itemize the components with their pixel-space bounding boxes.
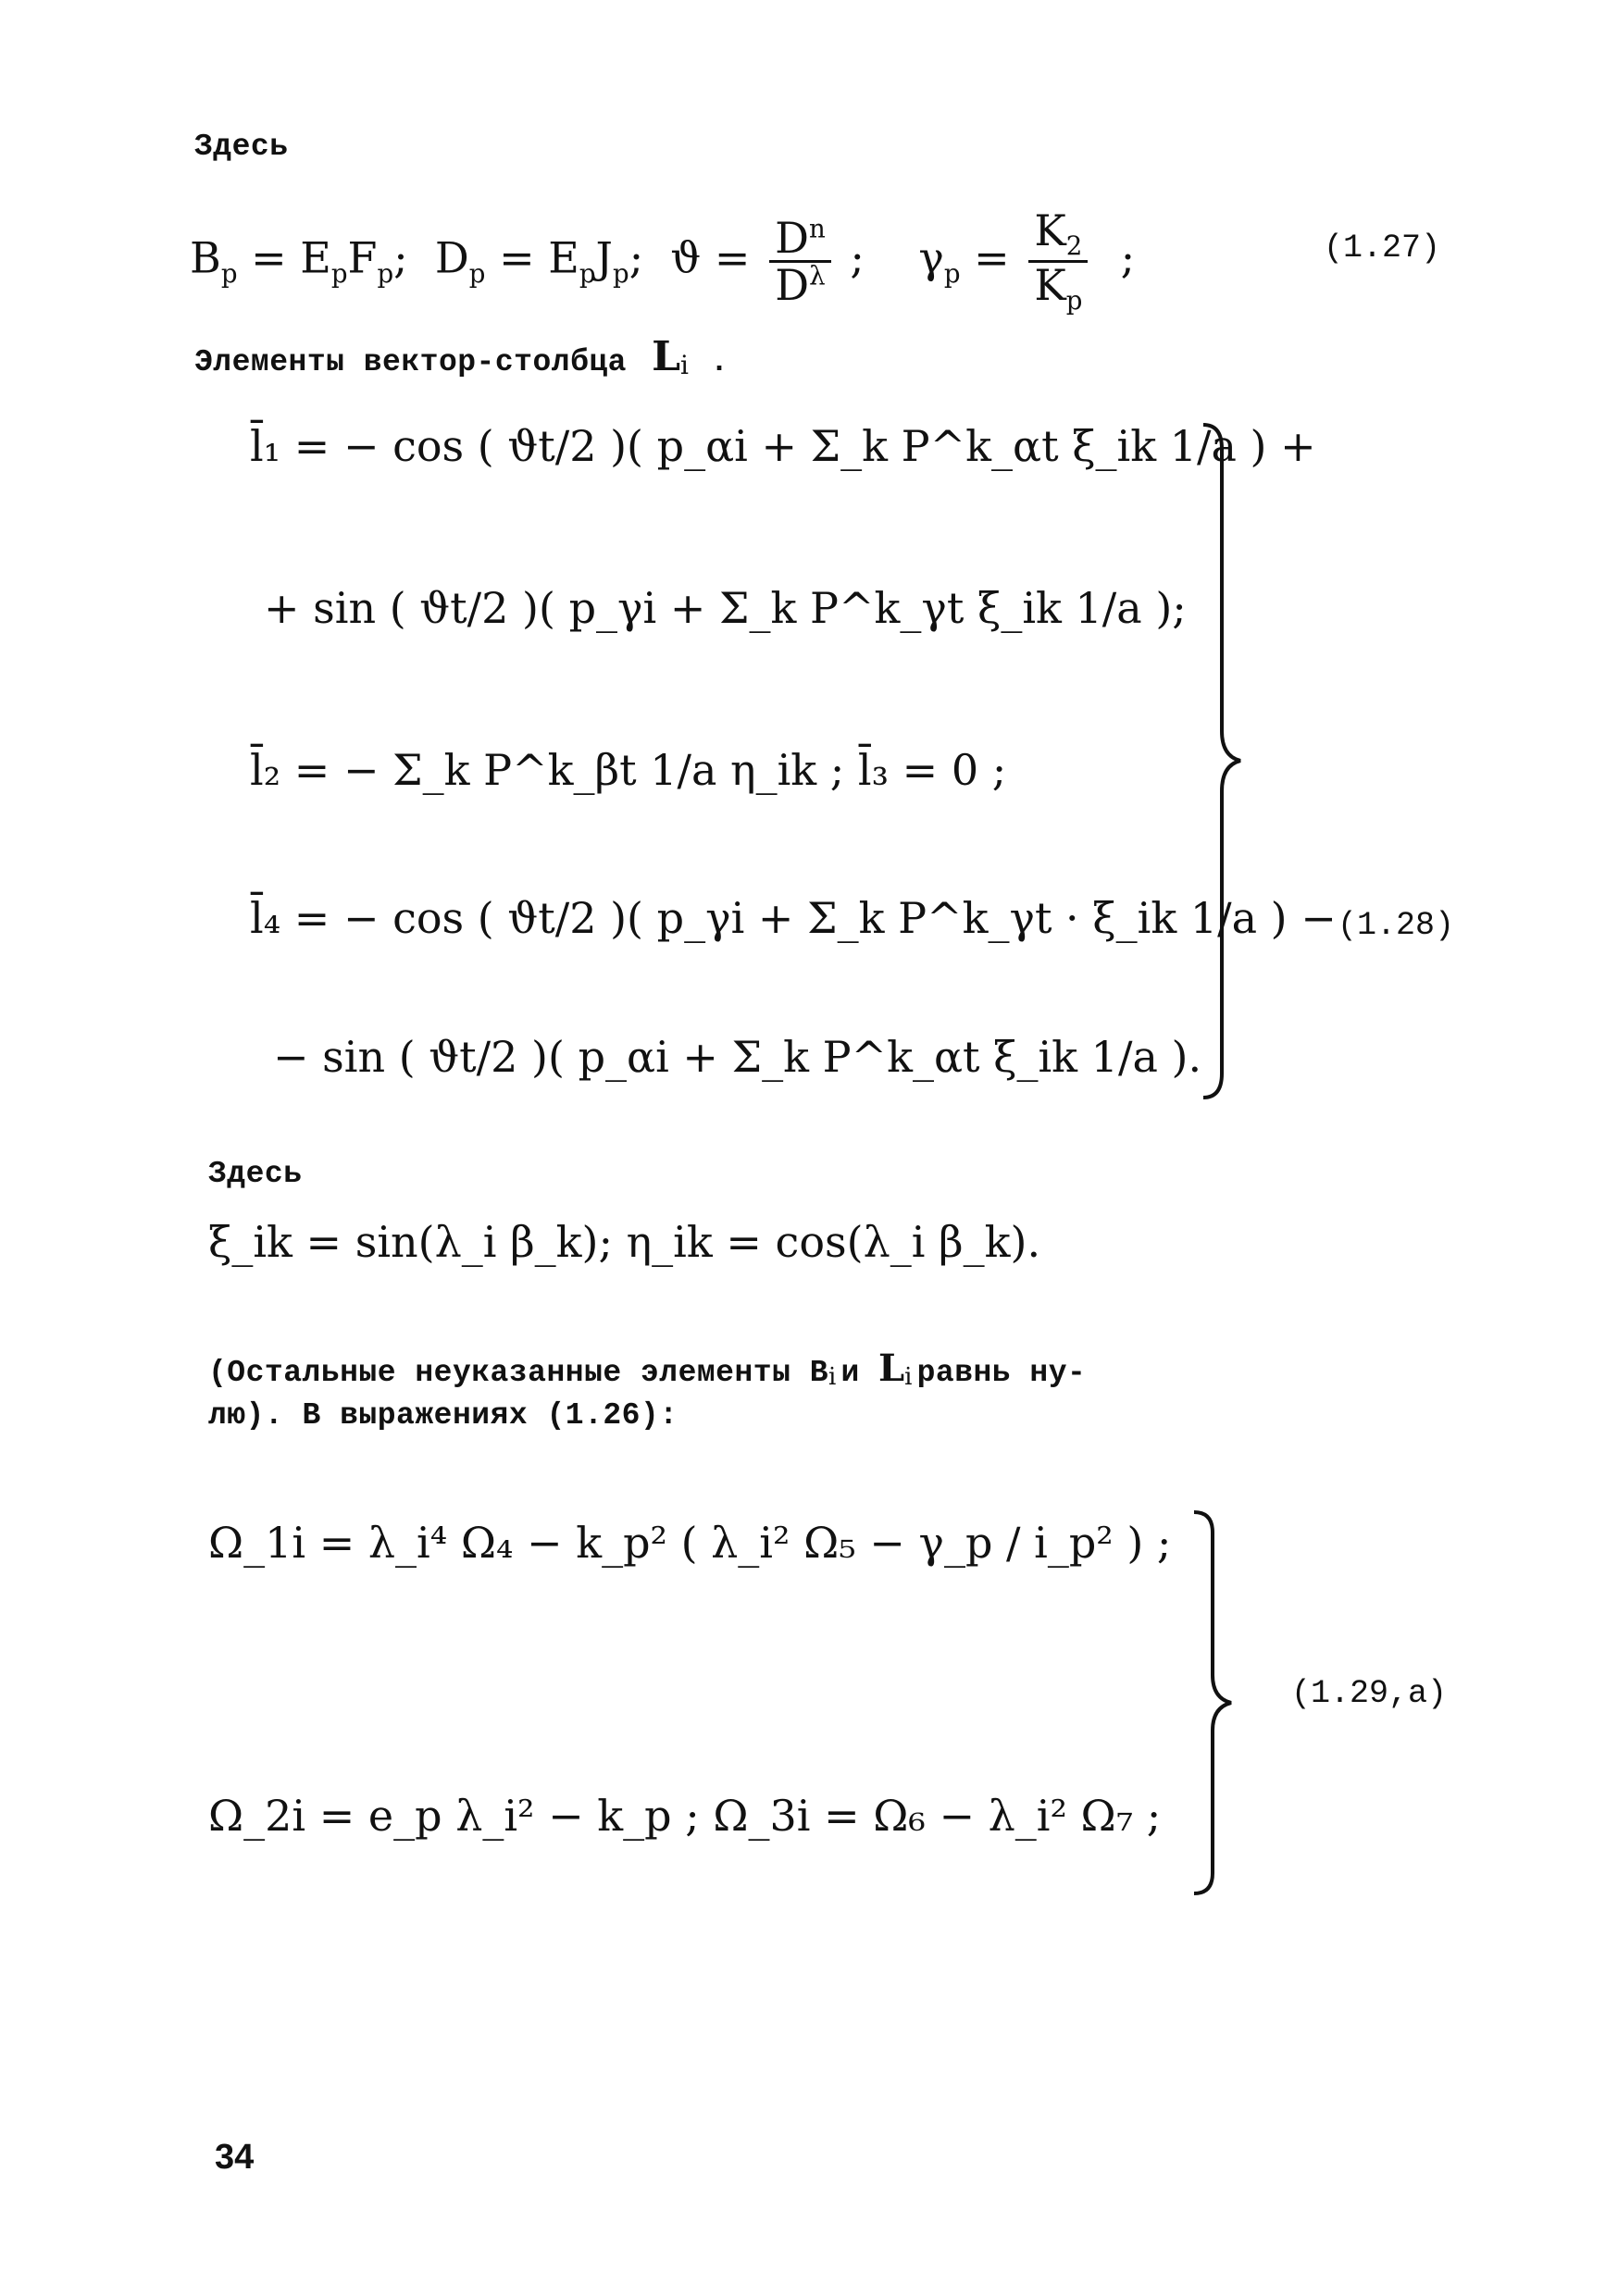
xi-eta-definitions: ξ_ik = sin(λ_i β_k); η_ik = cos(λ_i β_k). bbox=[208, 1217, 1041, 1267]
equation-1-29a-omega2-omega3: Ω_2i = e_p λ_i² − k_p ; Ω_3i = Ω₆ − λ_i² Ω₇ ; bbox=[208, 1791, 1162, 1841]
equation-tag-1-29a: (1.29,a) bbox=[1291, 1675, 1448, 1712]
equation-1-27: $B_p = E_pF_p$; $D_p = E_pJ_p$; ϑ = $\frac{D^n}{D^\lambda}$ ; $\gamma_p$ = $\frac{K_2}{K_p}$ ; bbox=[190, 205, 1136, 316]
equation-1-28-l1-line-b: + sin ( ϑt/2 )( p_γi + Σ_k P^k_γt ξ_ik 1/a ); bbox=[264, 583, 1187, 633]
equation-1-28-l1-line-a: l̄₁ = − cos ( ϑt/2 )( p_αi + Σ_k P^k_αt ξ_ik 1/a ) + bbox=[250, 421, 1316, 471]
heading-here-2: Здесь bbox=[208, 1157, 303, 1191]
equation-1-29a-omega1: Ω_1i = λ_i⁴ Ω₄ − k_p² ( λ_i² Ω₅ − γ_p / i_p² ) ; bbox=[208, 1518, 1172, 1568]
heading-here: Здесь bbox=[194, 130, 289, 164]
equation-tag-1-27: (1.27) bbox=[1324, 230, 1441, 267]
page-number: 34 bbox=[215, 2138, 255, 2177]
right-brace-1-29a bbox=[1185, 1508, 1240, 1897]
equation-1-28-l2-l3: l̄₂ = − Σ_k P^k_βt 1/a η_ik ; l̄₃ = 0 ; bbox=[250, 745, 1007, 795]
equation-1-28-l4-line-b: − sin ( ϑt/2 )( p_αi + Σ_k P^k_αt ξ_ik 1/a ). bbox=[273, 1032, 1202, 1082]
vector-intro-line: Элементы вектор-столбца $L_i$ . bbox=[194, 333, 729, 381]
equation-1-28-l4-line-a: l̄₄ = − cos ( ϑt/2 )( p_γi + Σ_k P^k_γt · ξ_ik 1/a ) − bbox=[250, 893, 1337, 943]
remark-paragraph: (Остальные неуказанные элементы $B_i$ и $L_i$ равнь ну- лю). В выражениях (1.26): bbox=[208, 1347, 1087, 1433]
right-brace-1-28 bbox=[1194, 421, 1250, 1101]
equation-tag-1-28: (1.28) bbox=[1338, 907, 1455, 944]
